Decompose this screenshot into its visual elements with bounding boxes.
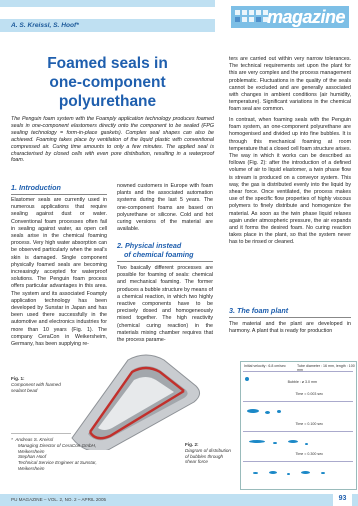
bubble: [245, 377, 249, 381]
footer-journal: PU MAGAZINE – VOL. 2, NO. 2 – APRIL 2005: [11, 497, 107, 502]
section-heading-foam-plant: 3. The foam plant: [229, 306, 289, 315]
figure2-caption-text: Diagram of distribution of bubbles through shear force: [185, 447, 231, 465]
figure1-caption: [11, 376, 61, 393]
component-photo: [68, 350, 208, 450]
bubble: [288, 440, 298, 443]
bubble: [301, 471, 310, 474]
title-line-2: one-component polyurethane: [49, 74, 166, 110]
bubble: [265, 411, 270, 414]
header-band: [0, 0, 215, 7]
physical-foaming-text: Two basically different processes are possible for foaming of seals: chemical and mechanical foaming. The former produces a bubble structure by means of a chemical reaction, in which two highly reactive components have to be precisely dosed and homogeneously mixed together. The high reactivity (chemical curing reaction) in the materials mixing chamber requires that the process parame-: [117, 265, 213, 344]
footnote-line-2: Managing Director of CeraCon GmbH, Weikersheim: [18, 442, 97, 454]
bubble: [273, 442, 277, 444]
diagram-header-left: Initial velocity : 6.8 cm/sec: [244, 364, 286, 368]
bubble-distribution-diagram: [240, 361, 357, 490]
section-heading-physical-line1: 2. Physical instead: [117, 241, 182, 250]
figure1-label: Fig. 1:: [11, 376, 25, 381]
footnote-name-1: Andreas S. Kreissl: [15, 437, 54, 442]
footnote-rule: [11, 433, 71, 434]
column2-text: nowned customers in Europe with foam plants and the associated automation systems during the last 5 years. The one-component foams are based on polyurethane or silicone. Cold and hot curing versions of the material are available.: [117, 183, 213, 233]
bubble: [277, 410, 281, 413]
section-heading-physical-line2: of chemical foaming: [124, 249, 194, 259]
figure1-caption-text: Component with foamed sealant bead: [11, 381, 61, 393]
diagram-header-right: Tube diameter : 16 mm, length : 100 mm: [297, 364, 355, 372]
title-line-1: Foamed seals in: [47, 55, 168, 72]
magazine-label: magazine: [266, 7, 345, 27]
bubble: [321, 472, 325, 474]
footnote-line-3: Stephan Hoof: [18, 454, 47, 460]
heading-rule: [229, 317, 351, 318]
footnote: [11, 437, 121, 472]
bubble: [287, 473, 290, 475]
author-line: A. S. Kreissl, S. Hoof*: [11, 22, 79, 29]
article-title: [0, 54, 215, 111]
time-label-2: Time = 0.100 sec: [295, 422, 323, 426]
footnote-line-4: Technical Service Engineer at Sunstar, Weikersheim: [18, 460, 97, 471]
bubble: [249, 440, 265, 443]
section-heading-physical: [117, 242, 194, 259]
diagram-panel-1: [243, 371, 353, 399]
magazine-logo: [231, 6, 349, 28]
figure2-caption: [185, 442, 235, 465]
diagram-panel-4: [243, 461, 353, 489]
bubble-label: Bubble : ø 3.0 mm: [287, 380, 317, 384]
figure2-label: Fig. 2:: [185, 442, 199, 447]
heading-rule: [117, 261, 213, 262]
column3-text-a: ters are carried out within very narrow tolerances. The technical requirements set upon the plant for this are very complex and the process management problematic. Fluctuations in the quality of the seals cannot be excluded and are generally associated with changes in ambient conditions (air humidity, temperature). Significant variations in the chemical foam seal are common.: [229, 56, 351, 113]
bubble: [253, 472, 258, 474]
diagram-panel-3: [243, 431, 353, 459]
introduction-text: Elastomer seals are currently used in numerous applications that require sealing against dust or water. Conventional foam processes often fail in sealing against water, as open cell seals arise in the chemical foaming process. Very high water absorption can be observed particularly when the seal's skin is damaged. Single component physically foamed seals are becoming increasingly accepted for waterproof solutions. The Penguin foam process offers particular advantages in this area. The system and its associated Foamply application technology has been developed by Sunstar in Japan and has been used there successfully in the automotive and electronics industries for more than 10 years (Fig. 1). The company CeraCon in Weikersheim, Germany, has been supplying re-: [11, 197, 107, 348]
heading-rule: [11, 194, 107, 195]
time-label-1: Time = 0.003 sec: [295, 392, 323, 396]
bubble: [247, 409, 259, 413]
foam-plant-text: The material and the plant are developed in harmony. A plant that is ready for production: [229, 321, 351, 335]
footnote-star: *: [11, 437, 13, 442]
bubble: [269, 471, 277, 474]
page-number: 93: [333, 492, 352, 506]
bubble: [305, 443, 308, 445]
column3-text-b: In contrast, when foaming seals with the Penguin foam system, an one-component polyurethane are homogenised and divided up into fine bubbles. It is through this mechanical foaming at room temperature that a closed cell foam structure arises. The way in which it works can be described as follows (Fig. 2): after the introduction of a defined volume of air to liquid elastomer, a twin phase flow is stream is produced on a conveyor system. This way, the gas is distributed evenly into the liquid by shear force. Once ventilated, the process makes use of the specific flow properties of highly viscous polymers to finely distribute and homogenize the material. As soon as the twin phase liquid relaxes again under atmospheric pressure, the air expands and it forms the desired foam. No curing reaction takes place in the plant, so that the system never has to be rinsed or cleaned.: [229, 117, 351, 246]
section-heading-introduction: 1. Introduction: [11, 183, 61, 192]
abstract: The Penguin foam system with the Foamply application technology produces foamed seals in one-component elastomers directly onto the component to be sealed (FPG sealing technology = form-in-place gaskets). Complex seal shapes can also be achieved. Foaming takes place by ventilation of the liquid plastic with conventional compressed air. Curing time amounts to only a few minutes. The applied seal is characterised by closed cells with even pore distribution, resulting in a waterproof foam.: [11, 116, 214, 164]
diagram-panel-2: [243, 401, 353, 429]
time-label-3: Time = 0.300 sec: [295, 452, 323, 456]
